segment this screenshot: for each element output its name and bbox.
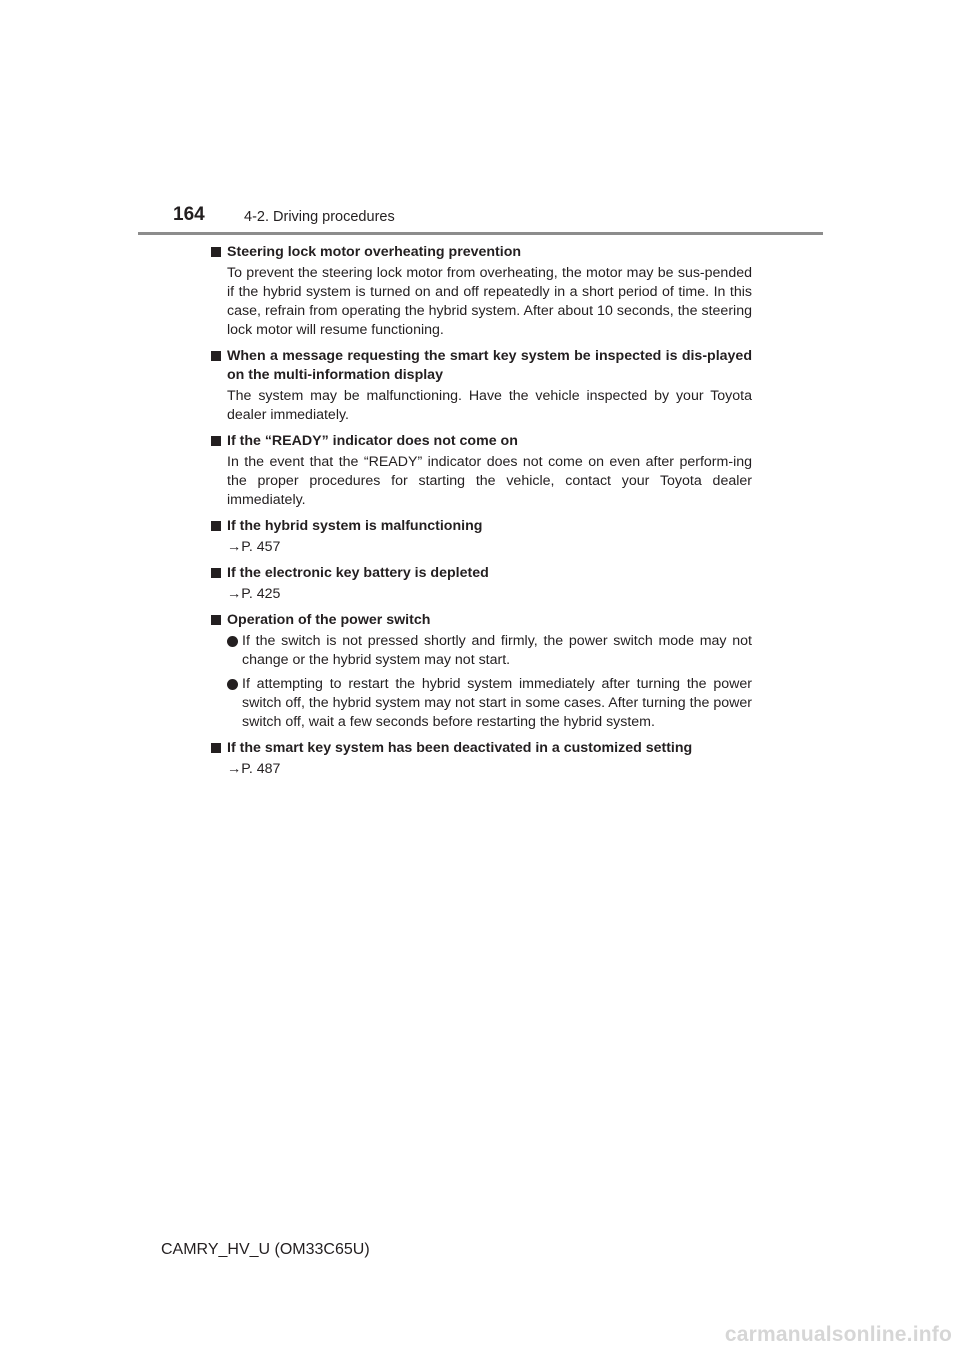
note-steering-lock: [211, 243, 752, 340]
square-bullet-icon: [211, 351, 221, 361]
note-power-switch: [211, 611, 752, 732]
square-bullet-icon: [211, 568, 221, 578]
note-heading: [211, 432, 752, 451]
note-heading: [211, 739, 752, 758]
page-header: [0, 0, 960, 240]
manual-code: CAMRY_HV_U (OM33C65U): [161, 1241, 370, 1258]
note-heading: [211, 243, 752, 262]
page-reference-link[interactable]: →P. 457: [227, 539, 281, 555]
note-heading-text: Operation of the power switch: [227, 612, 431, 628]
list-item-text: If attempting to restart the hybrid system immediately after turning the power switch off, the hybrid system may not start in some cases. After turning the power switch off, wait a few seconds before restarting the hybrid system.: [242, 676, 752, 730]
note-key-battery: [211, 564, 752, 604]
list-item-text: If the switch is not pressed shortly and firmly, the power switch mode may not change or the hybrid system may not start.: [242, 633, 752, 668]
page-reference-link[interactable]: →P. 487: [227, 761, 281, 777]
note-heading-text: If the electronic key battery is depleted: [227, 565, 489, 581]
square-bullet-icon: [211, 436, 221, 446]
page-number: 164: [173, 204, 205, 225]
page-reference-link[interactable]: →P. 425: [227, 586, 281, 602]
watermark: carmanualsonline.info: [724, 1323, 952, 1346]
circle-bullet-icon: [227, 636, 238, 647]
square-bullet-icon: [211, 743, 221, 753]
note-body: The system may be malfunctioning. Have the vehicle inspected by your Toyota dealer immediately.: [227, 388, 752, 423]
square-bullet-icon: [211, 615, 221, 625]
note-heading-text: If the hybrid system is malfunctioning: [227, 518, 483, 534]
circle-bullet-icon: [227, 679, 238, 690]
note-heading: [211, 347, 752, 385]
note-hybrid-malfunction: [211, 517, 752, 557]
note-heading-text: If the “READY” indicator does not come on: [227, 433, 518, 449]
note-smart-key-deactivated: [211, 739, 752, 779]
bullet-list: [211, 632, 752, 732]
note-heading: [211, 611, 752, 630]
note-body: In the event that the “READY” indicator does not come on even after perform-ing the proper procedures for starting the vehicle, contact your Toyota dealer immediately.: [227, 454, 752, 508]
square-bullet-icon: [211, 247, 221, 257]
square-bullet-icon: [211, 521, 221, 531]
note-heading: [211, 564, 752, 583]
note-ready-indicator: [211, 432, 752, 510]
note-heading-text: If the smart key system has been deactivated in a customized setting: [227, 740, 693, 756]
note-heading: [211, 517, 752, 536]
note-heading-text: Steering lock motor overheating prevention: [227, 244, 522, 260]
note-body: To prevent the steering lock motor from overheating, the motor may be sus-pended if the hybrid system is turned on and off repeatedly in a short period of time. In this case, refrain from operating the hybrid system. After about 10 seconds, the steering lock motor will resume functioning.: [227, 265, 752, 338]
note-heading-text: When a message requesting the smart key system be inspected is dis-played on the multi-information display: [227, 348, 752, 383]
note-smart-key-message: [211, 347, 752, 425]
section-title: 4-2. Driving procedures: [244, 209, 395, 225]
list-item: [227, 675, 752, 732]
list-item: [227, 632, 752, 670]
header-divider: [138, 232, 823, 235]
page-content: [211, 243, 752, 786]
